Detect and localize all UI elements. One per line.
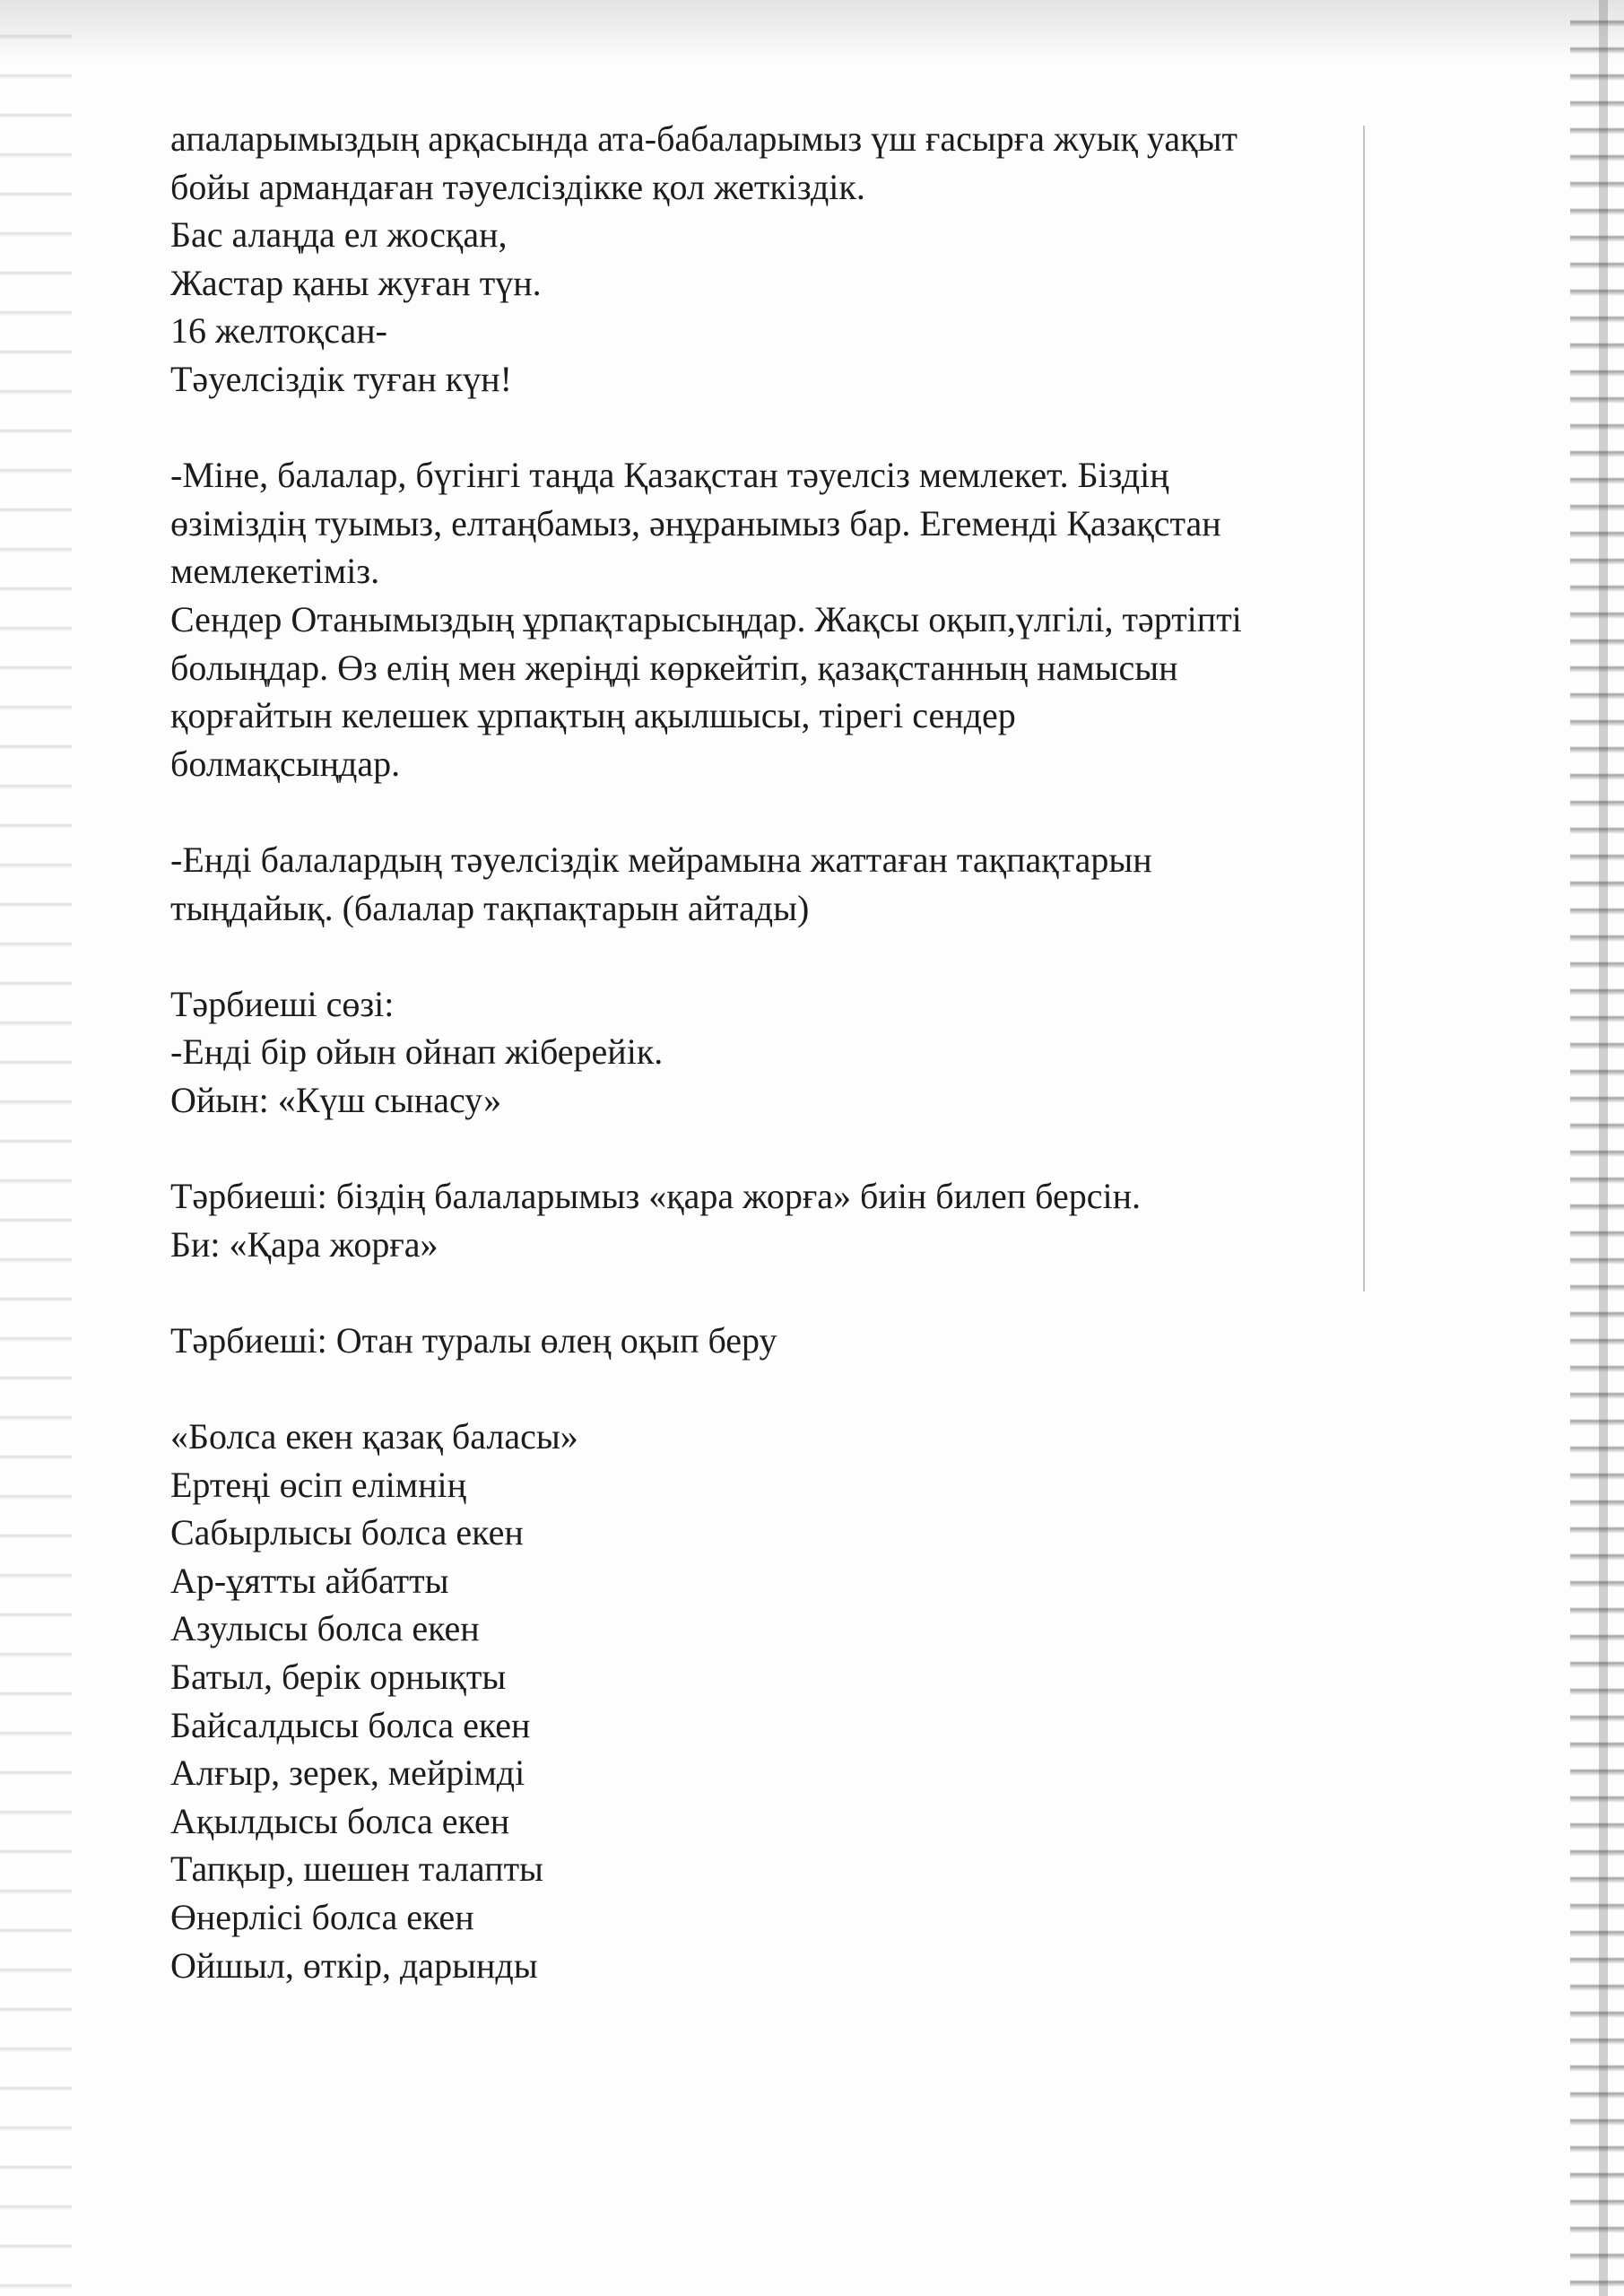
text-line: Жастар қаны жуған түн. (170, 262, 542, 303)
text-line: тыңдайық. (балалар тақпақтарын айтады) (170, 887, 810, 928)
text-line: Ойын: «Күш сынасу» (170, 1079, 502, 1120)
text-line: Ойшыл, өткір, дарынды (170, 1944, 538, 1986)
text-line: Бас алаңда ел жосқан, (170, 214, 508, 256)
blank-line (170, 1268, 1462, 1317)
text-line: Сабырлысы болса екен (170, 1512, 524, 1553)
text-line: -Енді бір ойын ойнап жіберейік. (170, 1031, 664, 1073)
text-line: Ар-ұятты айбатты (170, 1560, 449, 1601)
blank-line (170, 932, 1462, 980)
text-line: Тәрбиеші сөзі: (170, 983, 395, 1024)
text-line: 16 желтоқсан- (170, 310, 387, 352)
text-line: -Міне, балалар, бүгінгі таңда Қазақстан тәуелсіз мемлекет. Біздің (170, 455, 1169, 496)
text-line: Байсалдысы болса екен (170, 1704, 531, 1745)
document-text (170, 115, 1462, 1989)
blank-line (170, 1124, 1462, 1172)
text-line: Ертеңі өсіп елімнің (170, 1464, 466, 1505)
text-line: Тәуелсіздік туған күн! (170, 358, 512, 399)
text-line: өзіміздің туымыз, елтаңбамыз, әнұранымыз бар. Егеменді Қазақстан (170, 502, 1221, 544)
blank-line (170, 1364, 1462, 1413)
scan-right-edge-artifact (1570, 0, 1624, 2296)
text-line: Батыл, берік орнықты (170, 1657, 507, 1697)
scan-left-edge-artifact (0, 0, 72, 2296)
text-line: Өнерлісі болса екен (170, 1896, 474, 1937)
text-line: бойы армандаған тәуелсіздікке қол жеткіздік. (170, 166, 865, 207)
text-line: болмақсыңдар. (170, 743, 401, 784)
text-line: Тәрбиеші: біздің балаларымыз «қара жорға» биін билеп берсін. (170, 1176, 1141, 1217)
text-line: Алғыр, зерек, мейрімді (170, 1752, 525, 1794)
text-line: «Болса екен қазақ баласы» (170, 1416, 578, 1457)
text-line: мемлекетіміз. (170, 551, 380, 592)
scan-top-shadow (0, 0, 1624, 63)
scan-right-edge-shadow (1599, 0, 1608, 2296)
text-line: Тапқыр, шешен талапты (170, 1848, 543, 1890)
text-line: қорғайтын келешек ұрпақтың ақылшысы, тірегі сендер (170, 695, 1016, 736)
blank-line (170, 404, 1462, 452)
blank-line (170, 787, 1462, 836)
text-line: Тәрбиеші: Отан туралы өлең оқып беру (170, 1319, 777, 1361)
text-line: Ақылдысы болса екен (170, 1800, 510, 1841)
text-line: Би: «Қара жорға» (170, 1223, 439, 1265)
text-line: Сендер Отанымыздың ұрпақтарысыңдар. Жақсы оқып,үлгілі, тәртіпті (170, 598, 1242, 639)
text-line: Азулысы болса екен (170, 1608, 480, 1649)
text-line: болыңдар. Өз елің мен жеріңді көркейтіп, қазақстанның намысын (170, 647, 1178, 688)
text-line: апаларымыздың арқасында ата-бабаларымыз үш ғасырға жуық уақыт (170, 118, 1238, 159)
text-line: -Енді балалардың тәуелсіздік мейрамына жаттаған тақпақтарын (170, 839, 1152, 880)
